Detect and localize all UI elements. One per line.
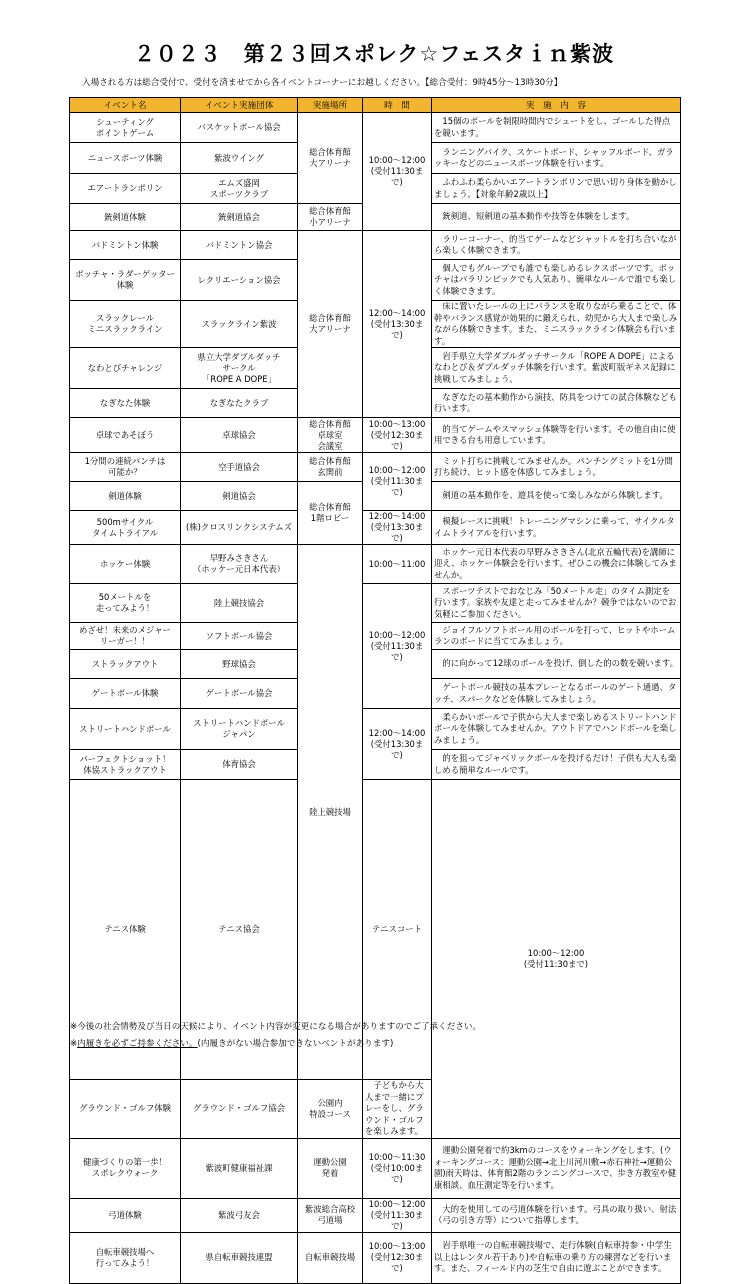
event-name: 1分間の連続パンチは 可能か？ <box>70 453 181 482</box>
event-venue: 総合体育館 1階ロビー <box>298 482 363 545</box>
event-time: 10:00～11:00 <box>363 545 432 584</box>
event-desc: ミット打ちに挑戦してみませんか。パンチングミットを1分間打ち続け、ヒット感を体感してみましょう。 <box>432 453 681 482</box>
page-title: ２０２３ 第２３回スポレク☆フェスタｉｎ紫波 <box>133 42 615 66</box>
event-desc: 的を狙ってジャベリックボールを投げるだけ！子供も大人も楽しめる簡単なルールです。 <box>432 750 681 780</box>
event-venue: 運動公園 発着 <box>298 1138 363 1198</box>
event-name: スラックレール ミニスラックライン <box>70 301 181 348</box>
event-org: (株)クロスリンクシステムズ <box>181 511 298 545</box>
event-name: 剣道体験 <box>70 482 181 511</box>
event-org: 紫波ウイング <box>181 143 298 174</box>
header-content: 実 施 内 容 <box>432 98 681 113</box>
footer-note-2-underlined: 内履きを必ずご持参ください。 <box>77 1039 198 1049</box>
event-org: 県自転車競技連盟 <box>181 1232 298 1283</box>
event-desc: 大的を使用しての弓道体験を行います。弓具の取り扱い、射法（弓の引き方等）について指導します。 <box>432 1198 681 1232</box>
event-time: 10:00～13:00 (受付12:30まで) <box>363 418 432 453</box>
event-org: 空手道協会 <box>181 453 298 482</box>
event-name: 卓球であそぼう <box>70 418 181 453</box>
table-row <box>70 584 681 623</box>
event-desc: ジョイフルソフトボール用のボールを打って、ヒットやホームランのボードに当ててみましょう。 <box>432 623 681 650</box>
event-org: 県立大学ダブルダッチ サークル 「ROPE A DOPE」 <box>181 348 298 389</box>
footer-note-2 <box>70 1037 393 1049</box>
header-organizer: イベント実施団体 <box>181 98 298 113</box>
event-time: 12:00～14:00 (受付13:30まで) <box>363 231 432 418</box>
event-name: ストラックアウト <box>70 650 181 679</box>
table-row <box>70 545 681 584</box>
event-org: なぎなたクラブ <box>181 389 298 418</box>
event-name: テニス体験 <box>70 780 181 1080</box>
event-venue: 総合体育館 卓球室 会議室 <box>298 418 363 453</box>
event-name: バドミントン体験 <box>70 231 181 260</box>
intro-text: 入場される方は総合受付で、受付を済ませてから各イベントコーナーにお越しください。【総合受付：9時45分～13時30分】 <box>82 78 563 88</box>
event-org: 紫波町健康福祉課 <box>181 1138 298 1198</box>
event-name: 銃剣道体験 <box>70 204 181 231</box>
event-desc: 岩手県唯一の自転車競技場で、走行体験(自転車持参・中学生以上はレンタル若干あり)や自転車の乗り方の練習などを行います。また、フィールド内の芝生で自由に遊ぶことができます。 <box>432 1232 681 1283</box>
event-name: シューティング ポイントゲーム <box>70 113 181 143</box>
event-desc: ふわふわ柔らかいエアートランポリンで思い切り身体を動かしましょう。【対象年齢2歳以上】 <box>432 174 681 204</box>
event-org: グラウンド・ゴルフ協会 <box>181 1080 298 1139</box>
event-desc: ホッケー元日本代表の早野みさきさん(北京五輪代表)を講師に迎え、ホッケー体験会を行います。ぜひこの機会に体験してみませんか。 <box>432 545 681 584</box>
event-name: ニュースポーツ体験 <box>70 143 181 174</box>
event-time: 10:00～12:00 (受付11:30まで) <box>432 780 681 1139</box>
event-name: ボッチャ・ラダーゲッター 体験 <box>70 260 181 301</box>
table-header-row <box>70 98 681 113</box>
table-row <box>70 1138 681 1198</box>
event-time: 10:00～12:00 (受付11:30まで) <box>363 453 432 511</box>
event-time: 12:00～14:00 (受付13:30まで) <box>363 709 432 780</box>
table-row <box>70 1198 681 1232</box>
event-venue: 総合体育館 大アリーナ <box>298 231 363 418</box>
header-event-name: イベント名 <box>70 98 181 113</box>
event-time: 10:00～12:00 (受付11:30まで) <box>363 1198 432 1232</box>
footer-note-1: ※今後の社会情勢及び当日の天候により、イベント内容が変更になる場合がありますのでご了承ください。 <box>70 1022 482 1032</box>
event-org: スラックライン紫波 <box>181 301 298 348</box>
event-desc: ラリーコーナー、的当てゲームなどシャットルを打ち合いながら楽しく体験できます。 <box>432 231 681 260</box>
event-desc: 模擬レースに挑戦！トレーニングマシンに乗って、サイクルタイムトライアルを行います。 <box>432 511 681 545</box>
table-row <box>70 231 681 260</box>
table-row <box>70 511 681 545</box>
event-name: 500mサイクル タイムトライアル <box>70 511 181 545</box>
event-name: めざせ！未来のメジャー リーガー！！ <box>70 623 181 650</box>
event-name: ホッケー体験 <box>70 545 181 584</box>
header-venue: 実施場所 <box>298 98 363 113</box>
event-venue: テニスコート <box>363 780 432 1080</box>
event-name: 弓道体験 <box>70 1198 181 1232</box>
event-desc: スポーツテストでおなじみ「50メートル走」のタイム測定を行います。家族や友達と走ってみませんか？競争ではないのでお気軽にご参加ください。 <box>432 584 681 623</box>
event-desc: 柔らかいボールで子供から大人まで楽しめるストリートハンドボールを体験してみませんか。アウトドアでハンドボールを楽しみましょう。 <box>432 709 681 750</box>
event-org: ゲートボール協会 <box>181 679 298 709</box>
event-venue: 総合体育館 小アリーナ <box>298 204 363 231</box>
event-desc: ランニングバイク、スケートボード、シャッフルボード、ガラッキーなどのニュースポーツ体験を行います。 <box>432 143 681 174</box>
footer-note-2-rest: (内履きがない場合参加できないベントがあります) <box>197 1039 394 1049</box>
event-desc: 的当てゲームやスマッシュ体験等を行います。その他自由に使用できる台も用意しています。 <box>432 418 681 453</box>
table-row <box>70 780 681 1080</box>
event-time: 10:00～11:30 (受付10:00まで) <box>363 1138 432 1198</box>
event-desc: 的に向かって12球のボールを投げ、倒した的の数を競います。 <box>432 650 681 679</box>
event-venue: 紫波総合高校 弓道場 <box>298 1198 363 1232</box>
event-desc: なぎなたの基本動作から演技、防具をつけての試合体験なども行います。 <box>432 389 681 418</box>
event-org: 銃剣道協会 <box>181 204 298 231</box>
event-name: パーフェクトショット！ 体協ストラックアウト <box>70 750 181 780</box>
event-org: 野球協会 <box>181 650 298 679</box>
event-venue: 総合体育館 玄関前 <box>298 453 363 482</box>
event-time: 12:00～14:00 (受付13:30まで) <box>363 511 432 545</box>
event-org: 体育協会 <box>181 750 298 780</box>
event-venue: 総合体育館 大アリーナ <box>298 113 363 204</box>
event-desc: 銃剣道、短剣道の基本動作や技等を体験をします。 <box>432 204 681 231</box>
event-org: テニス協会 <box>181 780 298 1080</box>
event-name: グラウンド・ゴルフ体験 <box>70 1080 181 1139</box>
event-time: 10:00～12:00 (受付11:30まで) <box>363 584 432 709</box>
event-name: 50メートルを 走ってみよう！ <box>70 584 181 623</box>
event-org: ストリートハンドボール ジャパン <box>181 709 298 750</box>
event-org: バドミントン協会 <box>181 231 298 260</box>
event-org: 卓球協会 <box>181 418 298 453</box>
event-table <box>69 97 681 1284</box>
event-desc: 個人でもグループでも誰でも楽しめるレクスポーツです。ボッチャはパラリンピックでも人気あり、簡単なルールで誰でも楽しく体験できます。 <box>432 260 681 301</box>
event-org: 早野みさきさん （ホッケー元日本代表） <box>181 545 298 584</box>
header-time: 時 間 <box>363 98 432 113</box>
event-desc: 岩手県立大学ダブルダッチサークル「ROPE A DOPE」によるなわとび＆ダブルダッチ体験を行います。紫波町版ギネス記録に挑戦してみましょう。 <box>432 348 681 389</box>
event-org: 剣道協会 <box>181 482 298 511</box>
event-desc: 運動公園発着で約3kmのコースをウォーキングをします。(ウォーキングコース：運動公園→北上川河川敷→赤石神社→運動公園)雨天時は、体育館2階のランニングコースで、歩き方教室や健康相談、血圧測定等を行います。 <box>432 1138 681 1198</box>
table-row <box>70 709 681 750</box>
event-org: エムズ盛岡 スポーツクラブ <box>181 174 298 204</box>
event-name: ゲートボール体験 <box>70 679 181 709</box>
event-desc: ゲートボール競技の基本プレーとなるボールのゲート通過、タッチ、スパークなどを体験してみましょう。 <box>432 679 681 709</box>
footer-note-2-prefix: ※ <box>70 1039 78 1049</box>
table-row <box>70 113 681 143</box>
event-name: なぎなた体験 <box>70 389 181 418</box>
event-desc: 子どもから大人まで一緒にプレーをし、グラウンド・ゴルフを楽しみます。 <box>363 1080 432 1139</box>
event-name: ストリートハンドボール <box>70 709 181 750</box>
event-org: バスケットボール協会 <box>181 113 298 143</box>
event-org: レクリエーション協会 <box>181 260 298 301</box>
event-venue: 自転車競技場 <box>298 1232 363 1283</box>
table-row <box>70 1232 681 1283</box>
event-org: 紫波弓友会 <box>181 1198 298 1232</box>
event-org: ソフトボール協会 <box>181 623 298 650</box>
event-name: 自転車競技場へ 行ってみよう！ <box>70 1232 181 1283</box>
event-desc: 15個のボールを制限時間内でシュートをし、ゴールした得点を競います。 <box>432 113 681 143</box>
event-venue: 公園内 特設コース <box>298 1080 363 1139</box>
table-row <box>70 418 681 453</box>
event-name: 健康づくりの第一歩！ スポレクウォーク <box>70 1138 181 1198</box>
event-name: なわとびチャレンジ <box>70 348 181 389</box>
event-name: エアートランポリン <box>70 174 181 204</box>
table-row <box>70 453 681 482</box>
event-venue: 陸上競技場 <box>298 545 363 1080</box>
event-desc: 剣道の基本動作を、遊具を使って楽しみながら体験します。 <box>432 482 681 511</box>
event-org: 陸上競技協会 <box>181 584 298 623</box>
event-time: 10:00～13:00 (受付12:30まで) <box>363 1232 432 1283</box>
event-time: 10:00～12:00 (受付11:30まで) <box>363 113 432 231</box>
event-desc: 床に置いたレールの上にバランスを取りながら乗ることで、体幹やバランス感覚が効果的に鍛えられ、幼児から大人まで楽しみながら体験できます。また、ミニスラックライン体験会も行います。 <box>432 301 681 348</box>
